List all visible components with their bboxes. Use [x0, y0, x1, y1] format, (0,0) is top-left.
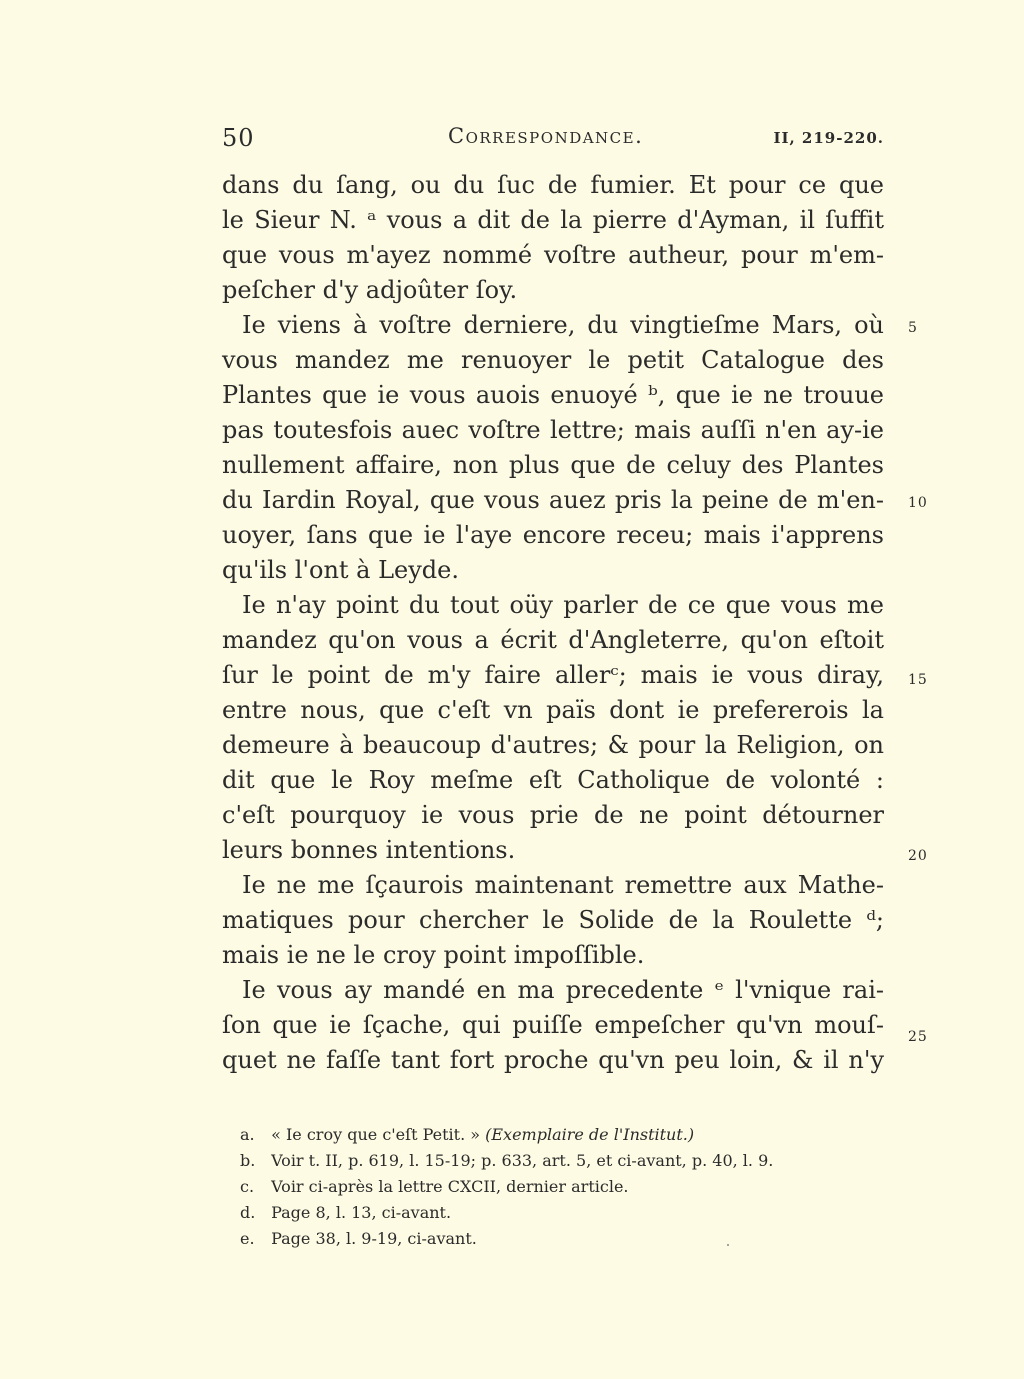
text-line: mais ie ne le croy point impoſſible. — [222, 941, 645, 969]
text-line: Ie ne me ſçaurois maintenant remettre aux Mathe- — [242, 871, 884, 899]
text-line: que vous m'ayez nommé voſtre autheur, pour m'em- — [222, 241, 884, 269]
line-number: 15 — [908, 672, 928, 688]
text-line: Ie n'ay point du tout oüy parler de ce que vous me — [242, 591, 884, 619]
text-line: nullement affaire, non plus que de celuy des Plantes — [222, 451, 884, 479]
footnote-e — [240, 1226, 880, 1252]
text-line: quet ne faſſe tant fort proche qu'vn peu loin, & il n'y — [222, 1046, 884, 1074]
text-line: matiques pour chercher le Solide de la Roulette ᵈ; — [222, 906, 884, 934]
text-line: ſon que ie ſçache, qui puiſſe empeſcher qu'vn mouſ- — [222, 1011, 884, 1039]
text-line: entre nous, que c'eſt vn païs dont ie prefererois la — [222, 696, 884, 724]
speck-mark — [727, 1244, 729, 1246]
line-number: 25 — [908, 1029, 928, 1045]
text-line: pas toutesfois auec voſtre lettre; mais auſſi n'en ay-ie — [222, 416, 884, 444]
footnote-text: Voir t. II, p. 619, l. 15-19; p. 633, art. 5, et ci-avant, p. 40, l. 9. — [271, 1151, 774, 1170]
text-line: vous mandez me renuoyer le petit Catalogue des — [222, 346, 884, 374]
text-line: Plantes que ie vous auois enuoyé ᵇ, que ie ne trouue — [222, 381, 884, 409]
text-line: c'eſt pourquoy ie vous prie de ne point détourner — [222, 801, 884, 829]
text-line: Ie viens à voſtre derniere, du vingtieſme Mars, où — [242, 311, 884, 339]
text-line: qu'ils l'ont à Leyde. — [222, 556, 459, 584]
text-line: ſur le point de m'y faire allerᶜ; mais ie vous diray, — [222, 661, 884, 689]
line-number: 20 — [908, 848, 928, 864]
text-line: dit que le Roy meſme eſt Catholique de volonté : — [222, 766, 884, 794]
text-line: mandez qu'on vous a écrit d'Angleterre, qu'on eſtoit — [222, 626, 884, 654]
footnote-key: b. — [240, 1151, 256, 1170]
footnote-d — [240, 1200, 880, 1226]
footnote-source: (Exemplaire de l'Institut.) — [485, 1125, 695, 1144]
footnote-c — [240, 1174, 880, 1200]
text-line: leurs bonnes intentions. — [222, 836, 516, 864]
page-number: 50 — [222, 124, 255, 152]
footnote-key: a. — [240, 1125, 255, 1144]
running-title: Correspondance. — [448, 124, 644, 148]
footnote-text: Page 8, l. 13, ci-avant. — [271, 1203, 452, 1222]
footnote-text: Voir ci-après la lettre CXCII, dernier article. — [271, 1177, 629, 1196]
header-reference: II, 219-220. — [773, 129, 884, 147]
footnote-key: e. — [240, 1229, 255, 1248]
footnote-a — [240, 1122, 880, 1148]
footnote-text: Page 38, l. 9-19, ci-avant. — [271, 1229, 477, 1248]
footnote-key: d. — [240, 1203, 256, 1222]
footnotes — [240, 1122, 880, 1252]
body-text — [222, 168, 884, 1078]
page-header — [222, 124, 884, 160]
footnote-text: « Ie croy que c'eſt Petit. » — [271, 1125, 481, 1144]
line-number: 10 — [908, 495, 928, 511]
text-line: uoyer, ſans que ie l'aye encore receu; mais i'apprens — [222, 521, 884, 549]
text-line: le Sieur N. ᵃ vous a dit de la pierre d'Ayman, il ſuffit — [222, 206, 884, 234]
text-line: du Iardin Royal, que vous auez pris la peine de m'en- — [222, 486, 884, 514]
footnote-b — [240, 1148, 880, 1174]
text-line: dans du ſang, ou du ſuc de fumier. Et pour ce que — [222, 171, 884, 199]
line-number: 5 — [908, 320, 918, 336]
text-line: peſcher d'y adjoûter ſoy. — [222, 276, 518, 304]
text-line: Ie vous ay mandé en ma precedente ᵉ l'vnique rai- — [242, 976, 884, 1004]
text-line: demeure à beaucoup d'autres; & pour la Religion, on — [222, 731, 884, 759]
footnote-key: c. — [240, 1177, 255, 1196]
